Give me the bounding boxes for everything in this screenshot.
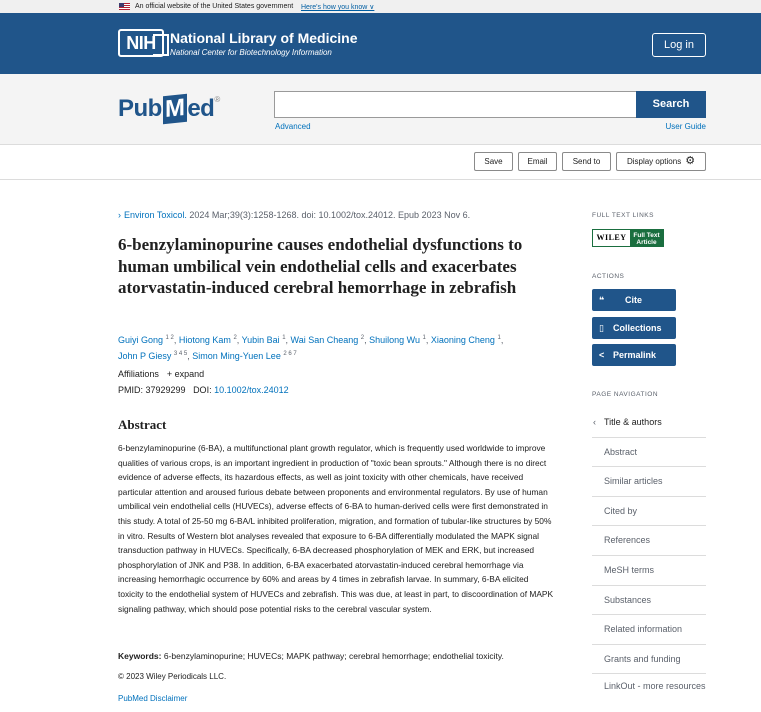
search-button[interactable]: Search <box>636 91 706 118</box>
heres-how-you-know-link[interactable]: Here's how you know ∨ <box>301 4 375 11</box>
keywords-label: Keywords: <box>118 651 162 661</box>
author-affil-refs[interactable]: 2 <box>233 335 237 341</box>
save-button[interactable]: Save <box>474 152 513 171</box>
nav-item-linkout[interactable]: LinkOut - more resources <box>604 681 706 692</box>
gear-icon: ⚙ <box>685 155 696 167</box>
author-link[interactable]: Xiaoning Cheng <box>430 335 495 345</box>
author-link[interactable]: Yubin Bai <box>241 335 280 345</box>
journal-link[interactable]: Environ Toxicol. <box>124 210 187 220</box>
abstract-text: 6-benzylaminopurine (6-BA), a multifunctional plant growth regulator, which is frequently used worldwide to improve qualities of various crops, is an important ingredient in production of "toxic bean sprouts." Although there is no direct evidence of adverse effects, its hazardous effects, as well as joint toxicity with other chemicals, have received particular attention and aroused furious debate between proponents and environmental regulators. By use of human umbilical vein endothelial cells (HUVECs), adverse effects of 6-BA to human-derived cells were first demonstrated in this study. A total of 25-50 mg 6-BA/L inhibited proliferation, migration, and formation of tubular-like structures by 50% in vitro. Results of Western blot analyses revealed that exposure to 6-BA differentially modulated the MAPK signal transduction pathway in HUVECs. Specifically, 6-BA decreased phosphorylation of MEK and ERK, but increased phosphorylation of JNK and P38. In addition, 6-BA exacerbated atorvastatin-induced cerebral hemorrhage via increasing hemorrhagic occurrence by 60% and areas by 4 times in zebrafish larvae. In summary, 6-BA elicited toxicity to the endothelial system of HUVECs and zebrafish. This was due, at least in part, to discoordination of MAPK signaling pathway, which should pose potential risks to the cerebral vascular system. <box>118 443 554 614</box>
page-navigation-label: PAGE NAVIGATION <box>592 391 659 398</box>
ncbi-subtitle: National Center for Biotechnology Information <box>170 48 332 57</box>
nav-label: Title & authors <box>604 417 662 427</box>
copyright: © 2023 Wiley Periodicals LLC. <box>118 672 227 681</box>
nav-item-mesh-terms[interactable]: MeSH terms <box>592 556 706 586</box>
author-affil-refs[interactable]: 1 2 <box>165 335 174 341</box>
search-input[interactable] <box>274 91 637 118</box>
author-link[interactable]: John P Giesy <box>118 351 172 361</box>
author-affil-refs[interactable]: 2 6 7 <box>283 351 297 357</box>
user-guide-link[interactable]: User Guide <box>665 122 706 131</box>
advanced-search-link[interactable]: Advanced <box>275 122 311 131</box>
display-options-button[interactable] <box>616 152 706 171</box>
wiley-full-text-link[interactable] <box>592 229 664 247</box>
search-area <box>0 74 761 145</box>
nav-item-related-information[interactable]: Related information <box>592 615 706 645</box>
article-label: Article <box>636 238 657 246</box>
author-affil-refs[interactable]: 1 <box>497 335 501 341</box>
keywords <box>118 651 558 661</box>
authors-list: Guiyi Gong $^{1 2}$, Hiotong Kam $^2$, Yubin Bai $^1$, Wai San Cheang $^2$, Shuilong Wu $^1$, Xiaoning Cheng $^1$, John P Giesy $^{3 4 5}$, Simon Ming-Yuen Lee $^{2 6 7}$ <box>118 335 504 361</box>
identifiers-row <box>118 385 289 395</box>
expand-affiliations-button[interactable]: + expand <box>166 369 205 379</box>
pubmed-disclaimer-link[interactable]: PubMed Disclaimer <box>118 694 188 703</box>
nav-item-similar-articles[interactable]: Similar articles <box>592 467 706 497</box>
cite-label: Cite <box>625 295 643 305</box>
keywords-text: 6-benzylaminopurine; HUVECs; MAPK pathway; cerebral hemorrhage; endothelial toxicity. <box>163 651 504 661</box>
nav-item-abstract[interactable]: Abstract <box>592 438 706 468</box>
chevron-left-icon: ‹ <box>593 417 596 427</box>
full-text-label: Full Text <box>633 231 660 239</box>
permalink-button[interactable] <box>592 344 676 366</box>
author-link[interactable]: Simon Ming-Yuen Lee <box>192 351 281 361</box>
share-icon: < <box>599 350 605 360</box>
full-text-article-label <box>630 230 663 246</box>
chevron-right-icon: › <box>118 210 121 220</box>
citation-line <box>118 210 470 220</box>
send-to-button[interactable]: Send to <box>562 152 611 171</box>
display-options-label: Display options <box>626 157 682 166</box>
page-navigation-list <box>592 408 706 710</box>
nih-header <box>0 13 761 74</box>
author-link[interactable]: Guiyi Gong <box>118 335 164 345</box>
wiley-logo: WILEY <box>593 230 630 246</box>
nav-item-grants-funding[interactable]: Grants and funding <box>592 645 706 675</box>
collections-button[interactable] <box>592 317 676 339</box>
doi-label: DOI: <box>193 385 212 395</box>
bookmark-icon: ▯ <box>599 323 604 333</box>
author-affil-refs[interactable]: 1 <box>282 335 286 341</box>
nav-item-cited-by[interactable]: Cited by <box>592 497 706 527</box>
login-button[interactable]: Log in <box>652 33 706 57</box>
nav-item-references[interactable]: References <box>592 526 706 556</box>
nav-item-substances[interactable]: Substances <box>592 586 706 616</box>
quote-icon: ❝ <box>599 295 605 305</box>
cite-button[interactable] <box>592 289 676 311</box>
us-flag-icon <box>119 3 130 10</box>
affiliations-row <box>118 369 204 379</box>
article-title: 6-benzylaminopurine causes endothelial dysfunctions to human umbilical vein endothelial cells and exacerbates atorvastatin-induced cerebral hemorrhage in zebrafish <box>118 235 523 297</box>
abstract-heading: Abstract <box>118 417 167 432</box>
author-affil-refs[interactable]: 1 <box>422 335 426 341</box>
doi-link[interactable]: 10.1002/tox.24012 <box>214 385 289 395</box>
author-affil-refs[interactable]: 2 <box>360 335 365 341</box>
citation-details: 2024 Mar;39(3):1258-1268. doi: 10.1002/tox.24012. Epub 2023 Nov 6. <box>189 210 471 220</box>
author-affil-refs[interactable]: 3 4 5 <box>173 351 188 357</box>
article-toolbar <box>0 145 761 180</box>
affiliations-label: Affiliations <box>118 369 159 379</box>
pubmed-logo[interactable]: Pub M ed® <box>118 93 220 124</box>
pmid: PMID: 37929299 <box>118 385 186 395</box>
nih-logo[interactable]: NIH <box>118 29 164 57</box>
gov-banner <box>0 0 761 13</box>
author-link[interactable]: Shuilong Wu <box>369 335 421 345</box>
nav-item-title-authors[interactable] <box>592 408 706 438</box>
official-site-text: An official website of the United States government <box>135 3 294 10</box>
permalink-label: Permalink <box>613 350 657 360</box>
full-text-links-label: FULL TEXT LINKS <box>592 212 654 219</box>
author-link[interactable]: Wai San Cheang <box>290 335 359 345</box>
nlm-title[interactable]: National Library of Medicine <box>170 30 358 46</box>
author-link[interactable]: Hiotong Kam <box>178 335 231 345</box>
actions-label: ACTIONS <box>592 273 625 280</box>
email-button[interactable]: Email <box>518 152 557 171</box>
collections-label: Collections <box>613 323 662 333</box>
